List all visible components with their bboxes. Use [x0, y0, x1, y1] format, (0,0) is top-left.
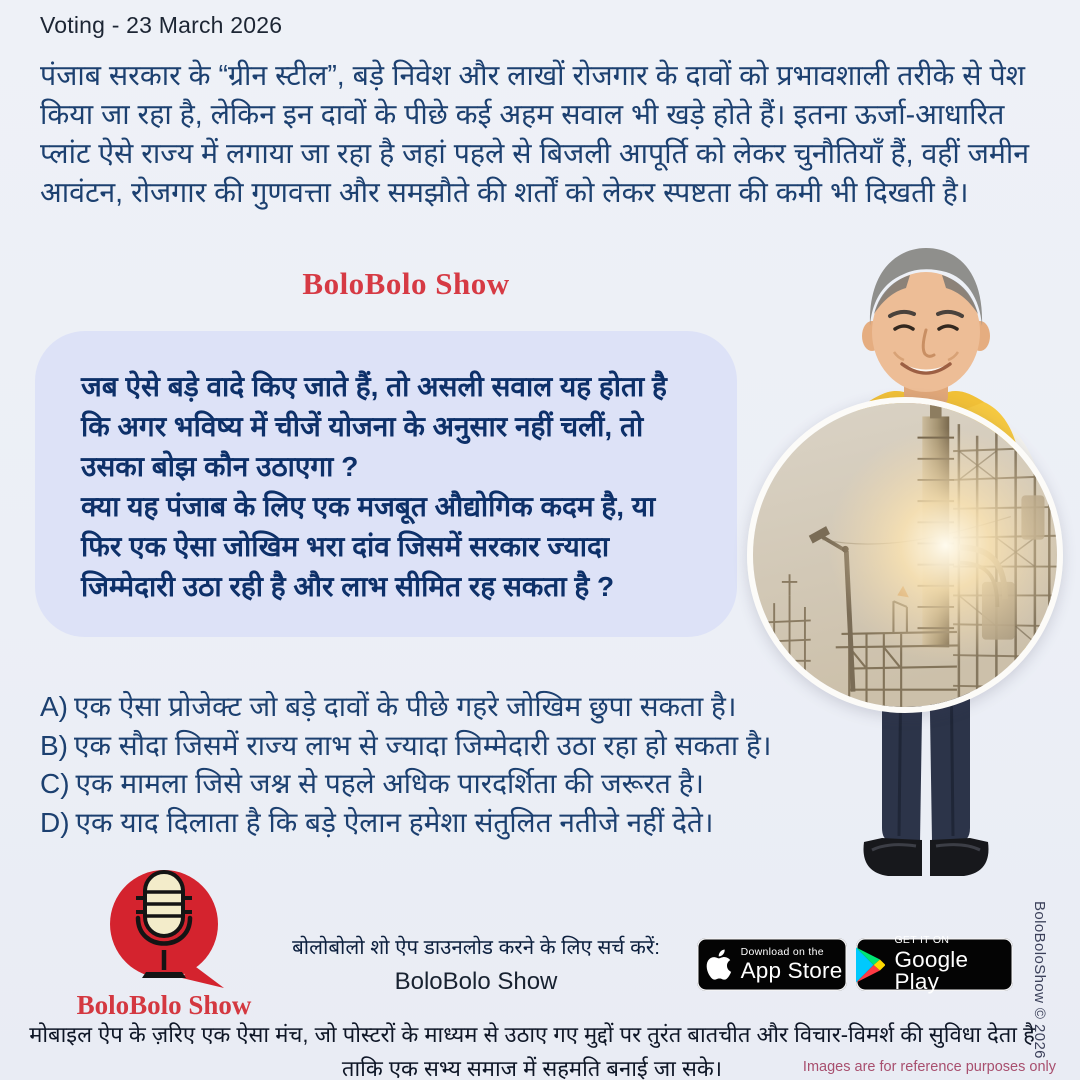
image-disclaimer: Images are for reference purposes only: [802, 1059, 1056, 1075]
option-b-text: एक सौदा जिसमें राज्य लाभ से ज्यादा जिम्मेदारी उठा रहा हो सकता है।: [74, 729, 772, 761]
option-c-label: C): [40, 768, 70, 799]
option-c: [40, 765, 820, 804]
option-d-label: D): [40, 806, 70, 838]
brand-center-title: BoloBolo Show: [302, 266, 510, 301]
app-store-tagline: Download on the: [740, 945, 824, 958]
option-b: [40, 727, 820, 766]
vertical-copyright: BoloBoloShow © 2026: [1031, 901, 1048, 1059]
option-a-label: A): [40, 691, 68, 722]
question-part1: जब ऐसे बड़े वादे किए जाते हैं, तो असली सवाल यह होता है कि अगर भविष्य में चीजें योजना के अनुसार नहीं चलीं, तो उसका बोझ कौन उठाएगा ?: [81, 371, 667, 482]
app-store-badge[interactable]: [697, 938, 847, 991]
search-instruction: बोलोबोलो शो ऐप डाउनलोड करने के लिए सर्च करें:: [292, 936, 660, 959]
google-play-badge[interactable]: [856, 934, 1013, 995]
microphone-logo-icon: [92, 866, 242, 990]
logo-title: BoloBolo Show: [76, 990, 252, 1020]
intro-paragraph: पंजाब सरकार के “ग्रीन स्टील”, बड़े निवेश और लाखों रोजगार के दावों को प्रभावशाली तरीके से पेश किया जा रहा है, लेकिन इन दावों के पीछे कई अहम सवाल भी खड़े होते हैं। इतना ऊर्जा-आधारित प्लांट ऐसे राज्य में लगाया जा रहा है जहां पहले से बिजली आपूर्ति को लेकर चुनौतियाँ हैं, वहीं जमीन आवंटन, रोजगार की गुणवत्ता और समझौते की शर्तों को लेकर स्पष्टता की कमी भी दिखती है।: [40, 60, 1030, 209]
search-term: BoloBolo Show: [394, 968, 558, 995]
option-a-text: एक ऐसा प्रोजेक्ट जो बड़े दावों के पीछे गहरे जोखिम छुपा सकता है।: [74, 691, 737, 722]
app-store-label: App Store: [740, 958, 843, 983]
apple-icon: [702, 946, 732, 983]
google-play-tagline: GET IT ON: [894, 934, 950, 947]
google-play-label: Google Play: [894, 946, 969, 995]
option-d-text: एक याद दिलाता है कि बड़े ऐलान हमेशा संतुलित नतीजे नहीं देते।: [75, 806, 714, 838]
footer-description-line2: ताकि एक सभ्य समाज में सहमति बनाई जा सके।: [341, 1056, 723, 1080]
option-d: [40, 804, 820, 843]
voting-date-label: Voting - 23 March 2026: [40, 12, 283, 38]
search-block: [268, 933, 684, 999]
plant-photo: [753, 403, 1057, 707]
google-play-icon: [856, 945, 885, 985]
options-list: [40, 688, 820, 842]
option-b-label: B): [40, 729, 68, 761]
plant-photo-circle: [747, 397, 1063, 713]
question-part2: क्या यह पंजाब के लिए एक मजबूत औद्योगिक कदम है, या फिर एक ऐसा जोखिम भरा दांव जिसमें सरकार ज्यादा जिम्मेदारी उठा रही है और लाभ सीमित रह सकता है ?: [81, 491, 656, 602]
option-a: [40, 688, 820, 727]
option-c-text: एक मामला जिसे जश्न से पहले अधिक पारदर्शिता की जरूरत है।: [75, 768, 705, 799]
footer-description-line1: मोबाइल ऐप के ज़रिए एक ऐसा मंच, जो पोस्टरों के माध्यम से उठाए गए मुद्दों पर तुरंत बातचीत और विचार-विमर्श की सुविधा देता है: [29, 1022, 1035, 1047]
question-box: [35, 331, 737, 637]
